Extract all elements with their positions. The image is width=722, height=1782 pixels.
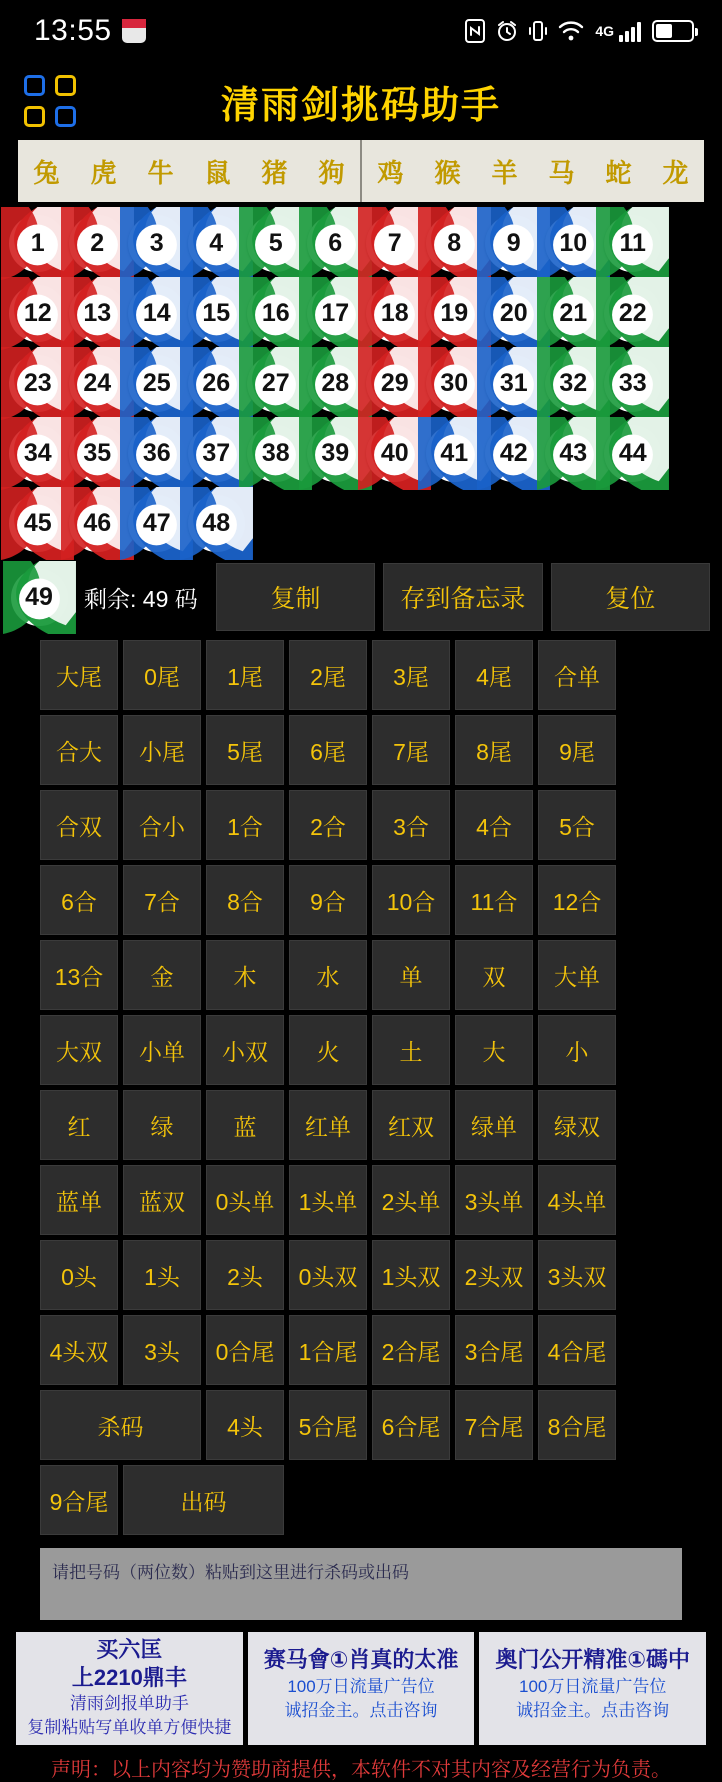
ball-cell-36[interactable] (127, 418, 187, 488)
zodiac-item-虎[interactable]: 虎 (90, 157, 117, 188)
ball-cell-3[interactable] (127, 208, 187, 278)
option-button[interactable]: 3头双 (538, 1240, 616, 1310)
signal-icon (619, 20, 641, 42)
ad-right-title: 奥门公开精准①碼中 (495, 1647, 690, 1672)
ball-cell-28[interactable] (306, 348, 366, 418)
ball-cell-23[interactable] (8, 348, 68, 418)
number-ball[interactable] (9, 215, 66, 272)
ball-number-label: 19 (440, 298, 469, 327)
number-ball[interactable] (69, 355, 126, 412)
ball-number-label: 5 (268, 228, 283, 257)
option-button[interactable]: 4头单 (538, 1165, 616, 1235)
ball-cell-49[interactable] (8, 562, 70, 632)
option-button[interactable]: 小尾 (123, 715, 201, 785)
zodiac-header-wrap (0, 140, 722, 202)
kill-code-button[interactable]: 杀码 (40, 1390, 201, 1460)
option-button[interactable]: 土 (372, 1015, 450, 1085)
number-ball[interactable] (247, 285, 304, 342)
ball-number-label: 41 (440, 438, 469, 467)
option-button[interactable]: 6合 (40, 865, 118, 935)
option-button[interactable]: 2合 (289, 790, 367, 860)
ad-banner-right[interactable] (479, 1632, 706, 1745)
ball-number-label: 20 (499, 298, 528, 327)
option-button[interactable]: 3尾 (372, 640, 450, 710)
ball-number-label: 1 (30, 228, 45, 257)
number-ball[interactable] (9, 495, 66, 552)
number-ball[interactable] (545, 425, 602, 482)
ball-number-label: 10 (559, 228, 588, 257)
ball-number-label: 42 (499, 438, 528, 467)
ball-cell-8[interactable] (425, 208, 485, 278)
status-bar-right (465, 19, 694, 43)
option-button[interactable]: 1合尾 (289, 1315, 367, 1385)
option-button[interactable]: 0尾 (123, 640, 201, 710)
option-button[interactable]: 绿双 (538, 1090, 616, 1160)
ball-cell-2[interactable] (68, 208, 128, 278)
ball-cell-29[interactable] (365, 348, 425, 418)
ad-banner-middle[interactable] (248, 1632, 475, 1745)
zodiac-item-鼠[interactable]: 鼠 (204, 157, 231, 188)
number-ball[interactable] (188, 355, 245, 412)
ball-number-label: 34 (23, 438, 52, 467)
ball-cell-35[interactable] (68, 418, 128, 488)
network-type-label: 4G (595, 23, 614, 39)
ball-cell-26[interactable] (187, 348, 247, 418)
option-button[interactable]: 蓝 (206, 1090, 284, 1160)
zodiac-item-马[interactable]: 马 (548, 157, 575, 188)
ad-mid-title: 赛马會①肖真的太准 (263, 1647, 459, 1672)
option-button[interactable]: 3头单 (455, 1165, 533, 1235)
ball-cell-24[interactable] (68, 348, 128, 418)
ad-right-sub-2: 诚招金主。点击咨询 (516, 1700, 670, 1720)
number-ball[interactable] (604, 355, 661, 412)
ball-cell-27[interactable] (246, 348, 306, 418)
option-button[interactable]: 木 (206, 940, 284, 1010)
number-ball[interactable] (604, 425, 661, 482)
ball-cell-14[interactable] (127, 278, 187, 348)
option-button[interactable]: 11合 (455, 865, 533, 935)
status-bar (0, 0, 722, 62)
ball-number-label: 7 (387, 228, 402, 257)
ball-cell-40[interactable] (365, 418, 425, 488)
ball-cell-33[interactable] (603, 348, 663, 418)
option-button[interactable]: 8合尾 (538, 1390, 616, 1460)
option-button[interactable]: 12合 (538, 865, 616, 935)
ball-number-label: 18 (380, 298, 409, 327)
ball-number-label: 2 (90, 228, 105, 257)
ball-number-label: 23 (23, 368, 52, 397)
number-ball[interactable] (545, 355, 602, 412)
zodiac-item-猪[interactable]: 猪 (261, 157, 288, 188)
ad-left-sub-2: 复制粘贴写单收单方便快捷 (27, 1718, 232, 1738)
option-button[interactable]: 4尾 (455, 640, 533, 710)
ball-number-label: 16 (261, 298, 290, 327)
option-button[interactable]: 绿单 (455, 1090, 533, 1160)
remaining-count-label: 剩余: 49 码 (84, 585, 198, 612)
zodiac-header (18, 140, 704, 202)
number-ball[interactable] (128, 355, 185, 412)
option-button[interactable]: 8合 (206, 865, 284, 935)
number-ball[interactable] (69, 215, 126, 272)
option-button[interactable]: 9尾 (538, 715, 616, 785)
ball-cell-45[interactable] (8, 488, 68, 558)
ball-number-label: 24 (83, 368, 112, 397)
option-button[interactable]: 合大 (40, 715, 118, 785)
option-button[interactable]: 1尾 (206, 640, 284, 710)
option-button[interactable]: 13合 (40, 940, 118, 1010)
option-button[interactable]: 9合尾 (40, 1465, 118, 1535)
option-button[interactable]: 红单 (289, 1090, 367, 1160)
status-bar-left (34, 14, 146, 48)
ball-number-label: 14 (142, 298, 171, 327)
ball-number-label: 36 (142, 438, 171, 467)
nfc-icon (465, 19, 485, 43)
ball-number-label: 22 (618, 298, 647, 327)
option-button[interactable]: 2头 (206, 1240, 284, 1310)
option-button[interactable]: 合双 (40, 790, 118, 860)
number-ball[interactable] (9, 355, 66, 412)
ball-cell-44[interactable] (603, 418, 663, 488)
number-ball[interactable] (69, 285, 126, 342)
number-ball[interactable] (188, 495, 245, 552)
ball-cell-39[interactable] (306, 418, 366, 488)
ball-number-label: 28 (321, 368, 350, 397)
ball-number-label: 15 (202, 298, 231, 327)
option-button[interactable]: 双 (455, 940, 533, 1010)
ball-cell-43[interactable] (544, 418, 604, 488)
option-button[interactable]: 2头单 (372, 1165, 450, 1235)
ball-cell-48[interactable] (187, 488, 247, 558)
ball-cell-49[interactable] (8, 562, 70, 632)
ball-cell-46[interactable] (68, 488, 128, 558)
zodiac-item-兔[interactable]: 兔 (33, 157, 60, 188)
zodiac-item-狗[interactable]: 狗 (318, 157, 345, 188)
option-button[interactable]: 大双 (40, 1015, 118, 1085)
option-button[interactable]: 9合 (289, 865, 367, 935)
ball-cell-12[interactable] (8, 278, 68, 348)
number-ball[interactable] (128, 495, 185, 552)
ball-cell-34[interactable] (8, 418, 68, 488)
ball-number-label: 9 (506, 228, 521, 257)
number-ball[interactable] (9, 425, 66, 482)
ball-number-label: 47 (142, 508, 171, 537)
option-button[interactable]: 小单 (123, 1015, 201, 1085)
option-button[interactable]: 3头 (123, 1315, 201, 1385)
ball-number-label: 37 (202, 438, 231, 467)
option-button[interactable]: 蓝单 (40, 1165, 118, 1235)
ball-cell-21[interactable] (544, 278, 604, 348)
option-button[interactable]: 大单 (538, 940, 616, 1010)
number-ball[interactable] (485, 355, 542, 412)
ball-number-label: 40 (380, 438, 409, 467)
number-ball[interactable] (366, 285, 423, 342)
ball-cell-17[interactable] (306, 278, 366, 348)
option-button[interactable]: 0头单 (206, 1165, 284, 1235)
option-button[interactable]: 1头单 (289, 1165, 367, 1235)
option-button[interactable]: 小 (538, 1015, 616, 1085)
option-button[interactable]: 4头 (206, 1390, 284, 1460)
number-ball[interactable] (426, 425, 483, 482)
option-button[interactable]: 火 (289, 1015, 367, 1085)
option-button[interactable]: 大 (455, 1015, 533, 1085)
output-code-button[interactable]: 出码 (123, 1465, 284, 1535)
number-ball[interactable] (11, 569, 68, 626)
ball-cell-41[interactable] (425, 418, 485, 488)
ball-number-label: 17 (321, 298, 350, 327)
option-button[interactable]: 4头双 (40, 1315, 118, 1385)
ball-cell-11[interactable] (603, 208, 663, 278)
option-button[interactable]: 小双 (206, 1015, 284, 1085)
option-button[interactable]: 蓝双 (123, 1165, 201, 1235)
page-title: 清雨剑挑码助手 (220, 84, 501, 127)
disclaimer-text: 声明：以上内容均为赞助商提供，本软件不对其内容及经营行为负责。 (51, 1759, 671, 1782)
option-button[interactable]: 红 (40, 1090, 118, 1160)
ball-number-label: 33 (618, 368, 647, 397)
option-button[interactable]: 2尾 (289, 640, 367, 710)
ball-number-label: 43 (559, 438, 588, 467)
ball-cell-15[interactable] (187, 278, 247, 348)
option-button[interactable]: 1合 (206, 790, 284, 860)
ball-cell-4[interactable] (187, 208, 247, 278)
ball-number-label: 30 (440, 368, 469, 397)
number-ball[interactable] (426, 285, 483, 342)
ad-banner-left[interactable] (16, 1632, 243, 1745)
ball-cell-9[interactable] (484, 208, 544, 278)
wifi-icon (558, 20, 584, 42)
ball-number-label: 8 (447, 228, 462, 257)
ball-number-label: 25 (142, 368, 171, 397)
option-button[interactable]: 5尾 (206, 715, 284, 785)
option-button[interactable]: 合单 (538, 640, 616, 710)
ad-left-title-2: 上2210鼎丰 (71, 1664, 187, 1690)
option-button[interactable]: 6尾 (289, 715, 367, 785)
number-ball[interactable] (366, 425, 423, 482)
notification-badge-icon (122, 19, 146, 43)
sponsor-ads (16, 1632, 706, 1745)
option-button[interactable]: 1头双 (372, 1240, 450, 1310)
number-ball[interactable] (247, 215, 304, 272)
action-buttons (216, 563, 710, 631)
paste-input-area[interactable]: 请把号码（两位数）粘贴到这里进行杀码或出码 (40, 1548, 682, 1620)
battery-icon (652, 20, 694, 42)
ball-cell-18[interactable] (365, 278, 425, 348)
option-button[interactable]: 5合尾 (289, 1390, 367, 1460)
number-ball[interactable] (604, 215, 661, 272)
number-ball[interactable] (485, 285, 542, 342)
option-button[interactable]: 金 (123, 940, 201, 1010)
ball-cell-10[interactable] (544, 208, 604, 278)
option-button[interactable]: 0头双 (289, 1240, 367, 1310)
number-ball[interactable] (545, 215, 602, 272)
option-button[interactable]: 大尾 (40, 640, 118, 710)
ball-number-label: 29 (380, 368, 409, 397)
option-button[interactable]: 水 (289, 940, 367, 1010)
ball-cell-22[interactable] (603, 278, 663, 348)
option-button[interactable]: 绿 (123, 1090, 201, 1160)
zodiac-item-羊[interactable]: 羊 (491, 157, 518, 188)
ball-number-label: 3 (149, 228, 164, 257)
number-ball[interactable] (69, 495, 126, 552)
ball-cell-19[interactable] (425, 278, 485, 348)
reset-button[interactable]: 复位 (551, 563, 710, 631)
option-button[interactable]: 10合 (372, 865, 450, 935)
number-ball[interactable] (69, 425, 126, 482)
ball-cell-42[interactable] (484, 418, 544, 488)
option-button[interactable]: 3合 (372, 790, 450, 860)
copy-button[interactable]: 复制 (216, 563, 375, 631)
number-ball[interactable] (426, 355, 483, 412)
ball-cell-7[interactable] (365, 208, 425, 278)
zodiac-item-蛇[interactable]: 蛇 (605, 157, 632, 188)
ball-number-label: 46 (83, 508, 112, 537)
save-to-memo-button[interactable]: 存到备忘录 (383, 563, 542, 631)
option-button[interactable]: 4合 (455, 790, 533, 860)
option-button[interactable]: 7合尾 (455, 1390, 533, 1460)
ad-mid-sub-1: 100万日流量广告位 (287, 1676, 435, 1696)
number-ball[interactable] (485, 215, 542, 272)
option-button[interactable]: 0头 (40, 1240, 118, 1310)
alarm-icon (496, 20, 518, 42)
app-header (0, 62, 722, 140)
ball-number-label: 49 (25, 582, 53, 611)
ball-cell-13[interactable] (68, 278, 128, 348)
ball-cell-30[interactable] (425, 348, 485, 418)
ball-number-label: 26 (202, 368, 231, 397)
number-ball[interactable] (188, 215, 245, 272)
ball-number-label: 11 (619, 228, 646, 257)
option-button[interactable]: 4合尾 (538, 1315, 616, 1385)
option-button[interactable]: 合小 (123, 790, 201, 860)
number-ball[interactable] (128, 215, 185, 272)
ball-number-label: 31 (499, 368, 528, 397)
ad-right-sub-1: 100万日流量广告位 (518, 1676, 667, 1696)
number-ball[interactable] (307, 215, 364, 272)
option-button[interactable]: 2头双 (455, 1240, 533, 1310)
number-ball[interactable] (247, 355, 304, 412)
number-ball[interactable] (9, 285, 66, 342)
ball-cell-47[interactable] (127, 488, 187, 558)
option-button[interactable]: 6合尾 (372, 1390, 450, 1460)
ball-number-label: 27 (261, 368, 290, 397)
number-ball[interactable] (545, 285, 602, 342)
zodiac-item-牛[interactable]: 牛 (147, 157, 174, 188)
number-ball[interactable] (307, 355, 364, 412)
ball-number-label: 38 (261, 438, 290, 467)
ball-number-label: 44 (618, 438, 647, 467)
ball-cell-20[interactable] (484, 278, 544, 348)
ball-cell-5[interactable] (246, 208, 306, 278)
ball-number-label: 6 (328, 228, 343, 257)
status-time: 13:55 (34, 14, 112, 47)
zodiac-item-猴[interactable]: 猴 (434, 157, 461, 188)
vibrate-icon (529, 19, 547, 43)
ball-cell-38[interactable] (246, 418, 306, 488)
ball-number-label: 48 (202, 508, 231, 537)
number-ball[interactable] (188, 425, 245, 482)
ball-number-label: 12 (23, 298, 52, 327)
option-button[interactable]: 7尾 (372, 715, 450, 785)
number-ball[interactable] (307, 425, 364, 482)
option-button[interactable]: 3合尾 (455, 1315, 533, 1385)
option-button[interactable]: 1头 (123, 1240, 201, 1310)
option-button[interactable]: 8尾 (455, 715, 533, 785)
number-ball[interactable] (426, 215, 483, 272)
ball-number-label: 45 (23, 508, 52, 537)
option-button[interactable]: 7合 (123, 865, 201, 935)
filter-option-grid[interactable] (0, 640, 722, 1535)
number-ball-grid[interactable] (0, 202, 722, 558)
ball-number-label: 39 (321, 438, 350, 467)
ball-cell-1[interactable] (8, 208, 68, 278)
option-button[interactable]: 0合尾 (206, 1315, 284, 1385)
number-ball[interactable] (366, 215, 423, 272)
ad-mid-sub-2: 诚招金主。点击咨询 (284, 1700, 438, 1720)
ball-cell-6[interactable] (306, 208, 366, 278)
option-button[interactable]: 单 (372, 940, 450, 1010)
number-ball[interactable] (247, 425, 304, 482)
zodiac-item-鸡[interactable]: 鸡 (360, 140, 419, 202)
ball-cell-31[interactable] (484, 348, 544, 418)
zodiac-item-龙[interactable]: 龙 (662, 157, 689, 188)
option-button[interactable]: 红双 (372, 1090, 450, 1160)
number-ball[interactable] (307, 285, 364, 342)
number-ball[interactable] (188, 285, 245, 342)
ball-number-label: 32 (559, 368, 588, 397)
number-ball[interactable] (128, 285, 185, 342)
ball-number-label: 21 (559, 298, 588, 327)
ball-cell-16[interactable] (246, 278, 306, 348)
ball-cell-37[interactable] (187, 418, 247, 488)
ball-cell-25[interactable] (127, 348, 187, 418)
ball-cell-32[interactable] (544, 348, 604, 418)
ad-left-sub-1: 清雨剑报单助手 (69, 1694, 189, 1713)
number-ball[interactable] (485, 425, 542, 482)
option-button[interactable]: 2合尾 (372, 1315, 450, 1385)
option-button[interactable]: 5合 (538, 790, 616, 860)
ball-number-label: 13 (83, 298, 112, 327)
remaining-row (0, 558, 722, 640)
number-ball[interactable] (366, 355, 423, 412)
number-ball[interactable] (128, 425, 185, 482)
ball-number-label: 35 (83, 438, 112, 467)
number-ball[interactable] (604, 285, 661, 342)
ad-left-title-1: 买六匡 (96, 1637, 163, 1662)
ball-number-label: 4 (209, 228, 224, 257)
